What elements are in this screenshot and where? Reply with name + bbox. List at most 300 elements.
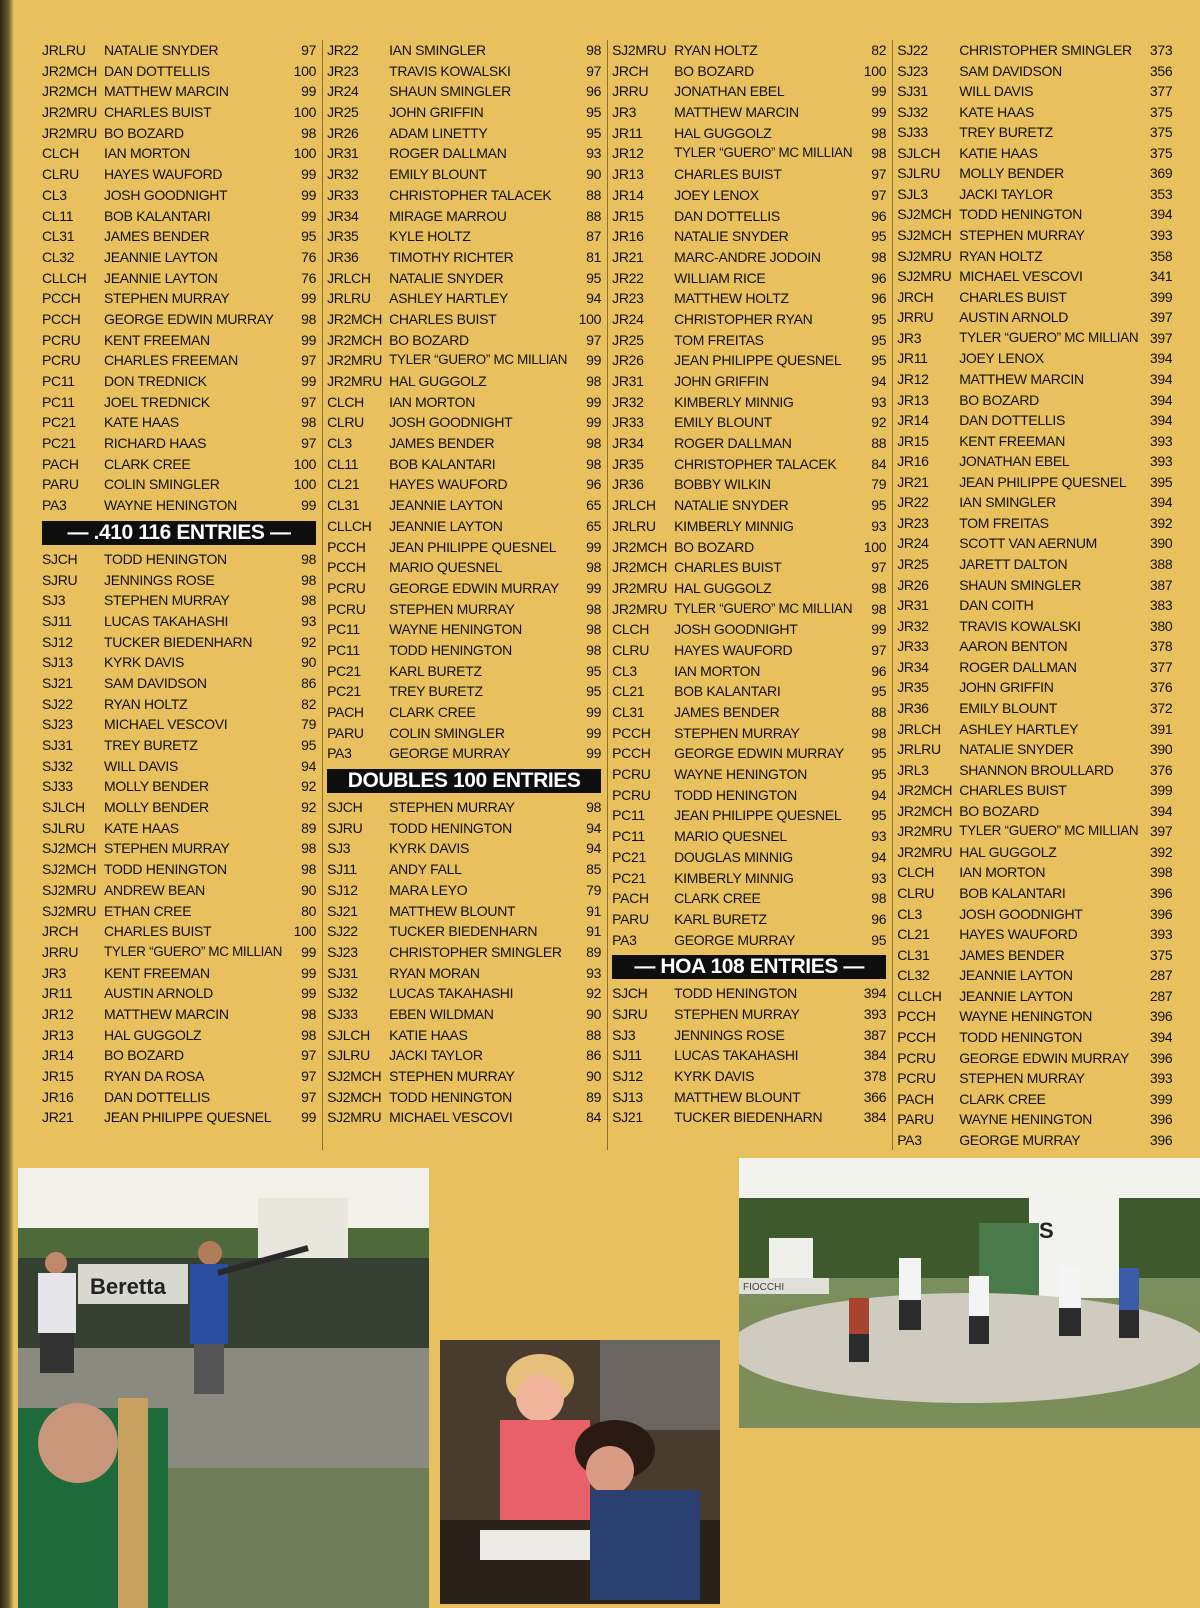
class-code: CLLCH xyxy=(897,987,942,1004)
score: 97 xyxy=(301,1088,317,1105)
score: 399 xyxy=(1149,288,1173,305)
result-row xyxy=(42,859,316,880)
result-row xyxy=(612,681,886,702)
shooter-name: JOSH GOODNIGHT xyxy=(104,186,228,203)
score: 91 xyxy=(586,902,602,919)
score: 98 xyxy=(301,1005,317,1022)
shooter-name: CHRISTOPHER TALACEK xyxy=(389,186,552,203)
shooter-name: JACKI TAYLOR xyxy=(959,185,1053,202)
shooter-name: IAN SMINGLER xyxy=(389,42,486,58)
result-row xyxy=(42,735,316,756)
class-code: CLCH xyxy=(612,621,650,638)
class-code: JRRU xyxy=(897,309,934,326)
class-code: CLRU xyxy=(897,885,935,901)
shooter-name: IAN SMINGLER xyxy=(959,494,1056,511)
results-column-2 xyxy=(327,40,608,1150)
score: 97 xyxy=(871,166,887,183)
score: 396 xyxy=(1149,1111,1173,1128)
class-code: SJ33 xyxy=(897,124,928,141)
shooter-name: STEPHEN MURRAY xyxy=(674,1005,800,1022)
result-row xyxy=(612,702,886,723)
shooter-name: MIRAGE MARROU xyxy=(389,207,507,224)
shooter-name: DAN DOTTELLIS xyxy=(104,1088,210,1105)
result-row xyxy=(897,719,1172,740)
class-code: JR16 xyxy=(612,228,644,245)
shooter-name: CHARLES BUIST xyxy=(104,923,212,940)
class-code: JR22 xyxy=(612,269,644,286)
result-row xyxy=(612,185,886,206)
shooter-name: STEPHEN MURRAY xyxy=(389,799,515,816)
result-row xyxy=(42,983,316,1004)
class-code: SJ31 xyxy=(897,83,928,100)
score: 98 xyxy=(301,840,317,857)
shooter-name: JEANNIE LAYTON xyxy=(389,517,503,534)
score: 384 xyxy=(863,1047,887,1064)
class-code: SJRU xyxy=(612,1005,648,1022)
score: 97 xyxy=(301,42,317,58)
shooter-name: JOEL TREDNICK xyxy=(104,393,210,410)
shooter-name: LUCAS TAKAHASHI xyxy=(104,612,229,629)
score: 99 xyxy=(301,497,317,514)
score: 100 xyxy=(293,62,317,79)
class-code: PCCH xyxy=(897,1028,936,1045)
result-row xyxy=(612,123,886,144)
result-row xyxy=(612,454,886,475)
shooter-name: TODD HENINGTON xyxy=(674,985,797,1002)
class-code: SJ2MCH xyxy=(327,1068,382,1084)
class-code: PARU xyxy=(897,1111,934,1128)
skeet-house-letter: S xyxy=(1039,1218,1054,1243)
score: 373 xyxy=(1149,41,1173,58)
class-code: PACH xyxy=(327,704,364,720)
shooter-name: JAMES BENDER xyxy=(389,435,495,452)
shooter-name: JEANNIE LAYTON xyxy=(104,248,218,265)
shooter-name: JOHN GRIFFIN xyxy=(674,373,769,389)
score: 95 xyxy=(871,683,887,700)
shooter-name: KENT FREEMAN xyxy=(104,964,210,981)
result-row xyxy=(42,776,316,797)
result-row xyxy=(327,557,601,578)
shooter-name: MATTHEW BLOUNT xyxy=(674,1088,801,1105)
class-code: JR12 xyxy=(612,145,644,162)
score: 92 xyxy=(871,414,887,431)
score: 90 xyxy=(586,1005,602,1022)
class-code: SJ13 xyxy=(612,1088,643,1105)
class-code: JR2MCH xyxy=(897,782,953,799)
class-code: PCRU xyxy=(327,600,366,617)
result-row xyxy=(612,1004,886,1025)
score: 393 xyxy=(1149,227,1173,243)
score: 99 xyxy=(301,166,317,183)
result-row xyxy=(612,330,886,351)
shooter-name: BOB KALANTARI xyxy=(104,207,211,224)
score: 99 xyxy=(301,207,317,224)
score: 99 xyxy=(301,331,317,348)
score: 100 xyxy=(293,455,317,472)
score: 93 xyxy=(871,393,887,410)
result-row xyxy=(327,433,601,454)
class-code: JR22 xyxy=(897,494,929,511)
class-code: SJ3 xyxy=(42,592,66,609)
score: 392 xyxy=(1149,843,1173,860)
result-row xyxy=(327,1045,601,1066)
shooter-name: HAL GUGGOLZ xyxy=(104,1026,202,1043)
score: 375 xyxy=(1149,124,1173,141)
score: 94 xyxy=(871,786,887,803)
result-row xyxy=(612,143,886,164)
result-row xyxy=(42,570,316,591)
score: 100 xyxy=(863,538,887,555)
score: 98 xyxy=(871,579,887,596)
shooter-name: STEPHEN MURRAY xyxy=(104,290,230,307)
shooter-name: WAYNE HENINGTON xyxy=(959,1111,1093,1128)
result-row xyxy=(897,451,1172,472)
result-row xyxy=(327,963,601,984)
shooter-name: SHAUN SMINGLER xyxy=(959,576,1082,593)
shooter-name: KIMBERLY MINNIG xyxy=(674,517,794,534)
shooter-name: CHARLES FREEMAN xyxy=(104,352,238,369)
shooter-name: TODD HENINGTON xyxy=(389,819,512,836)
shooter-name: ASHLEY HARTLEY xyxy=(959,720,1079,737)
class-code: CL3 xyxy=(897,905,922,922)
result-row xyxy=(897,739,1172,760)
shooter-name: TUCKER BIEDENHARN xyxy=(389,923,538,940)
score: 94 xyxy=(871,373,887,389)
shooter-name: KYRK DAVIS xyxy=(389,840,470,857)
result-row xyxy=(897,205,1172,226)
result-row xyxy=(327,392,601,413)
score: 95 xyxy=(871,766,887,783)
shooter-name: JOSH GOODNIGHT xyxy=(389,414,513,431)
result-row xyxy=(42,611,316,632)
shooter-name: MATTHEW HOLTZ xyxy=(674,290,789,307)
result-row xyxy=(327,474,601,495)
score: 375 xyxy=(1149,103,1173,120)
class-code: SJ22 xyxy=(897,41,928,58)
shooter-name: STEPHEN MURRAY xyxy=(104,840,230,857)
shooter-name: BO BOZARD xyxy=(104,1047,184,1064)
score: 93 xyxy=(871,869,887,886)
shooter-name: MICHAEL VESCOVI xyxy=(959,268,1083,285)
shooter-name: GEORGE MURRAY xyxy=(959,1131,1081,1148)
score: 392 xyxy=(1149,514,1173,531)
class-code: SJLRU xyxy=(42,819,85,836)
shooter-name: ROGER DALLMAN xyxy=(959,658,1077,675)
class-code: JR26 xyxy=(612,352,644,369)
shooter-name: TOM FREITAS xyxy=(674,331,764,348)
shooter-name: JEAN PHILIPPE QUESNEL xyxy=(389,538,557,555)
score: 376 xyxy=(1149,679,1173,696)
shooter-name: JEAN PHILIPPE QUESNEL xyxy=(674,352,842,369)
result-row xyxy=(42,309,316,330)
shooter-name: ETHAN CREE xyxy=(104,902,192,919)
score: 393 xyxy=(1149,926,1173,943)
class-code: CL3 xyxy=(42,186,67,203)
class-code: JR15 xyxy=(42,1068,74,1084)
shooter-name: TREY BURETZ xyxy=(959,124,1053,141)
score: 94 xyxy=(586,290,602,307)
result-row xyxy=(897,780,1172,801)
result-row xyxy=(327,412,601,433)
result-row xyxy=(897,657,1172,678)
result-row xyxy=(897,307,1172,328)
score: 394 xyxy=(863,985,887,1002)
shooter-name: ANDREW BEAN xyxy=(104,881,205,898)
class-code: JR2MRU xyxy=(897,843,953,860)
shooter-name: GEORGE MURRAY xyxy=(389,745,511,762)
score: 85 xyxy=(586,861,602,878)
score: 353 xyxy=(1149,185,1173,202)
shooter-name: TYLER “GUERO” MC MILLIAN xyxy=(959,329,1139,345)
class-code: PCCH xyxy=(327,538,366,555)
result-row xyxy=(897,1048,1172,1069)
shooter-name: TODD HENINGTON xyxy=(104,550,227,567)
shooter-name: BO BOZARD xyxy=(104,124,184,141)
class-code: SJL3 xyxy=(897,185,928,202)
shooter-name: RYAN HOLTZ xyxy=(104,695,188,712)
score: 396 xyxy=(1149,885,1173,901)
result-row xyxy=(612,371,886,392)
class-code: CL32 xyxy=(42,248,75,265)
class-code: JRRU xyxy=(612,83,649,100)
score: 375 xyxy=(1149,144,1173,161)
score: 93 xyxy=(301,612,317,629)
result-row xyxy=(612,868,886,889)
result-row xyxy=(897,986,1172,1007)
score: 76 xyxy=(301,248,317,265)
result-row xyxy=(42,412,316,433)
result-row xyxy=(42,392,316,413)
result-row xyxy=(897,1109,1172,1130)
shooter-name: WILL DAVIS xyxy=(104,757,179,774)
class-code: JR2MRU xyxy=(612,600,668,617)
shooter-name: MATTHEW MARCIN xyxy=(959,370,1084,387)
result-row xyxy=(897,369,1172,390)
class-code: JR33 xyxy=(897,638,929,655)
class-code: SJ2MRU xyxy=(897,268,952,285)
section-header-hoa-108-entries: — HOA 108 ENTRIES — xyxy=(612,955,886,979)
class-code: PARU xyxy=(42,476,79,493)
class-code: JR2MCH xyxy=(327,310,383,327)
result-row xyxy=(42,1025,316,1046)
class-code: JR33 xyxy=(612,414,644,431)
score: 97 xyxy=(871,559,887,576)
score: 81 xyxy=(586,248,602,265)
result-row xyxy=(897,575,1172,596)
class-code: PCRU xyxy=(42,331,81,348)
score: 399 xyxy=(1149,1090,1173,1107)
class-code: SJ12 xyxy=(612,1068,643,1084)
score: 80 xyxy=(301,902,317,919)
result-row xyxy=(897,410,1172,431)
score: 394 xyxy=(1149,802,1173,819)
score: 98 xyxy=(586,600,602,617)
class-code: JRCH xyxy=(42,923,79,940)
class-code: PCCH xyxy=(42,310,81,327)
shooter-name: BOB KALANTARI xyxy=(389,455,496,472)
result-row xyxy=(42,1107,316,1128)
score: 396 xyxy=(1149,905,1173,922)
class-code: CL31 xyxy=(897,946,930,963)
score: 99 xyxy=(586,745,602,762)
shooter-name: TYLER “GUERO” MC MILLIAN xyxy=(104,943,283,959)
class-code: JR21 xyxy=(42,1109,74,1126)
class-code: JR21 xyxy=(612,248,644,265)
shooter-name: KIMBERLY MINNIG xyxy=(674,393,794,410)
score: 88 xyxy=(586,1026,602,1043)
results-columns xyxy=(42,40,1173,1150)
shooter-name: CLARK CREE xyxy=(959,1090,1046,1107)
class-code: PCRU xyxy=(612,766,651,783)
result-row xyxy=(897,534,1172,555)
score: 88 xyxy=(871,435,887,452)
shooter-name: HAYES WAUFORD xyxy=(104,166,223,183)
class-code: JR25 xyxy=(897,556,929,572)
shooter-name: JOSH GOODNIGHT xyxy=(959,905,1083,922)
result-row xyxy=(612,930,886,951)
result-row xyxy=(327,330,601,351)
shooter-name: JEANNIE LAYTON xyxy=(104,269,218,286)
result-row xyxy=(327,309,601,330)
shooter-name: BOB KALANTARI xyxy=(674,683,781,700)
result-row xyxy=(897,1027,1172,1048)
result-row xyxy=(897,431,1172,452)
result-row xyxy=(327,578,601,599)
class-code: SJ11 xyxy=(327,861,357,878)
result-row xyxy=(612,847,886,868)
score: 393 xyxy=(1149,432,1173,449)
shooter-name: MICHAEL VESCOVI xyxy=(389,1109,513,1126)
result-row xyxy=(42,123,316,144)
class-code: PA3 xyxy=(897,1131,922,1148)
score: 372 xyxy=(1149,699,1173,716)
score: 97 xyxy=(301,393,317,410)
score: 100 xyxy=(863,62,887,79)
class-code: JR3 xyxy=(612,104,637,121)
result-row xyxy=(612,619,886,640)
result-row xyxy=(42,921,316,942)
class-code: PA3 xyxy=(42,497,67,514)
shooter-name: KARL BURETZ xyxy=(674,910,767,927)
result-row xyxy=(612,1025,886,1046)
class-code: JR11 xyxy=(612,124,643,141)
shooter-name: JAMES BENDER xyxy=(674,704,780,720)
class-code: JR13 xyxy=(897,391,929,408)
result-row xyxy=(897,1089,1172,1110)
score: 99 xyxy=(586,724,602,741)
result-row xyxy=(42,350,316,371)
score: 394 xyxy=(1149,370,1173,387)
result-row xyxy=(327,143,601,164)
shooter-name: RICHARD HAAS xyxy=(104,435,207,452)
score: 88 xyxy=(586,186,602,203)
class-code: JR13 xyxy=(612,166,644,183)
class-code: JRL3 xyxy=(897,761,929,778)
shooter-name: TYLER “GUERO” MC MILLIAN xyxy=(674,145,853,161)
result-row xyxy=(897,863,1172,884)
class-code: SJ12 xyxy=(327,881,358,898)
shooter-name: BO BOZARD xyxy=(959,802,1039,819)
result-row xyxy=(327,921,601,942)
shooter-name: GEORGE EDWIN MURRAY xyxy=(674,745,844,762)
class-code: PC11 xyxy=(327,621,360,638)
result-row xyxy=(897,554,1172,575)
class-code: JR36 xyxy=(612,476,644,493)
score: 97 xyxy=(301,1047,317,1064)
result-row xyxy=(42,1045,316,1066)
result-row xyxy=(612,743,886,764)
shooter-name: JOSH GOODNIGHT xyxy=(674,621,798,638)
result-row xyxy=(42,247,316,268)
class-code: JR15 xyxy=(897,432,929,449)
score: 396 xyxy=(1149,1008,1173,1025)
class-code: JR13 xyxy=(42,1026,74,1043)
shooter-name: JOEY LENOX xyxy=(959,350,1044,367)
score: 95 xyxy=(871,931,887,948)
result-row xyxy=(42,185,316,206)
class-code: JR32 xyxy=(612,393,644,410)
score: 377 xyxy=(1149,83,1173,100)
score: 76 xyxy=(301,269,317,286)
shooter-name: JEAN PHILIPPE QUESNEL xyxy=(959,473,1127,490)
score: 395 xyxy=(1149,473,1173,490)
class-code: PCCH xyxy=(897,1008,936,1025)
score: 90 xyxy=(586,166,602,183)
class-code: SJ23 xyxy=(897,62,928,79)
class-code: JR31 xyxy=(327,145,359,162)
score: 95 xyxy=(871,310,887,327)
class-code: CL3 xyxy=(612,662,637,679)
result-row xyxy=(327,743,601,764)
result-row xyxy=(897,1006,1172,1027)
result-row xyxy=(42,206,316,227)
result-row xyxy=(612,1045,886,1066)
result-row xyxy=(327,1107,601,1128)
shooter-name: JOHN GRIFFIN xyxy=(959,679,1054,696)
result-row xyxy=(612,578,886,599)
class-code: JRLRU xyxy=(897,741,941,758)
score: 95 xyxy=(871,807,887,824)
score: 95 xyxy=(871,331,887,348)
score: 90 xyxy=(301,654,317,671)
class-code: SJ2MRU xyxy=(42,881,97,898)
result-row xyxy=(327,942,601,963)
result-row xyxy=(897,616,1172,637)
result-row xyxy=(897,842,1172,863)
score: 394 xyxy=(1149,391,1173,408)
class-code: JR2MRU xyxy=(42,104,97,121)
result-row xyxy=(42,226,316,247)
class-code: SJ21 xyxy=(612,1109,643,1126)
result-row xyxy=(327,288,601,309)
score: 378 xyxy=(1149,638,1173,655)
score: 287 xyxy=(1149,987,1173,1004)
score: 396 xyxy=(1149,1049,1173,1066)
shooter-name: JEANNIE LAYTON xyxy=(959,987,1073,1004)
class-code: PACH xyxy=(612,890,649,907)
score: 341 xyxy=(1149,268,1173,285)
score: 99 xyxy=(586,704,602,720)
result-row xyxy=(327,797,601,818)
result-row xyxy=(327,661,601,682)
shooter-name: KYLE HOLTZ xyxy=(389,228,471,245)
class-code: PCCH xyxy=(42,290,81,307)
shooter-name: TOM FREITAS xyxy=(959,514,1049,531)
result-row xyxy=(612,640,886,661)
result-row xyxy=(327,838,601,859)
score: 98 xyxy=(301,571,317,588)
shooter-name: STEPHEN MURRAY xyxy=(959,1070,1085,1087)
